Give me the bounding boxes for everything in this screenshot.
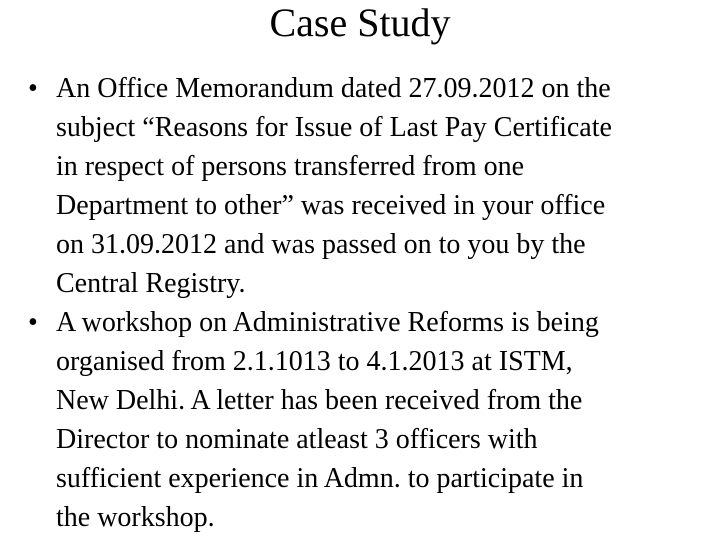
bullet-1-line-3: in respect of persons transferred from one	[56, 151, 525, 182]
bullet-2-line-6: the workshop.	[56, 502, 215, 533]
bullet-marker: •	[28, 73, 38, 104]
bullet-marker: •	[28, 307, 38, 338]
bullet-2-line-5: sufficient experience in Admn. to participate in	[56, 463, 584, 494]
bullet-2-line-4: Director to nominate atleast 3 officers with	[56, 424, 538, 455]
bullet-item-1	[28, 69, 708, 303]
slide-title: Case Study	[269, 0, 451, 45]
bullet-item-2	[28, 303, 708, 537]
bullet-1-line-1: An Office Memorandum dated 27.09.2012 on the	[56, 73, 611, 104]
bullet-1-line-2: subject “Reasons for Issue of Last Pay Certificate	[56, 112, 612, 143]
bullet-2-line-1: A workshop on Administrative Reforms is being	[56, 307, 599, 338]
bullet-list	[28, 69, 708, 537]
bullet-1-line-5: on 31.09.2012 and was passed on to you by the	[56, 229, 586, 260]
bullet-1-line-4: Department to other” was received in your office	[56, 190, 606, 221]
bullet-2-line-2: organised from 2.1.1013 to 4.1.2013 at ISTM,	[56, 346, 573, 377]
bullet-1-line-6: Central Registry.	[56, 268, 246, 299]
bullet-2-line-3: New Delhi. A letter has been received from the	[56, 385, 583, 416]
